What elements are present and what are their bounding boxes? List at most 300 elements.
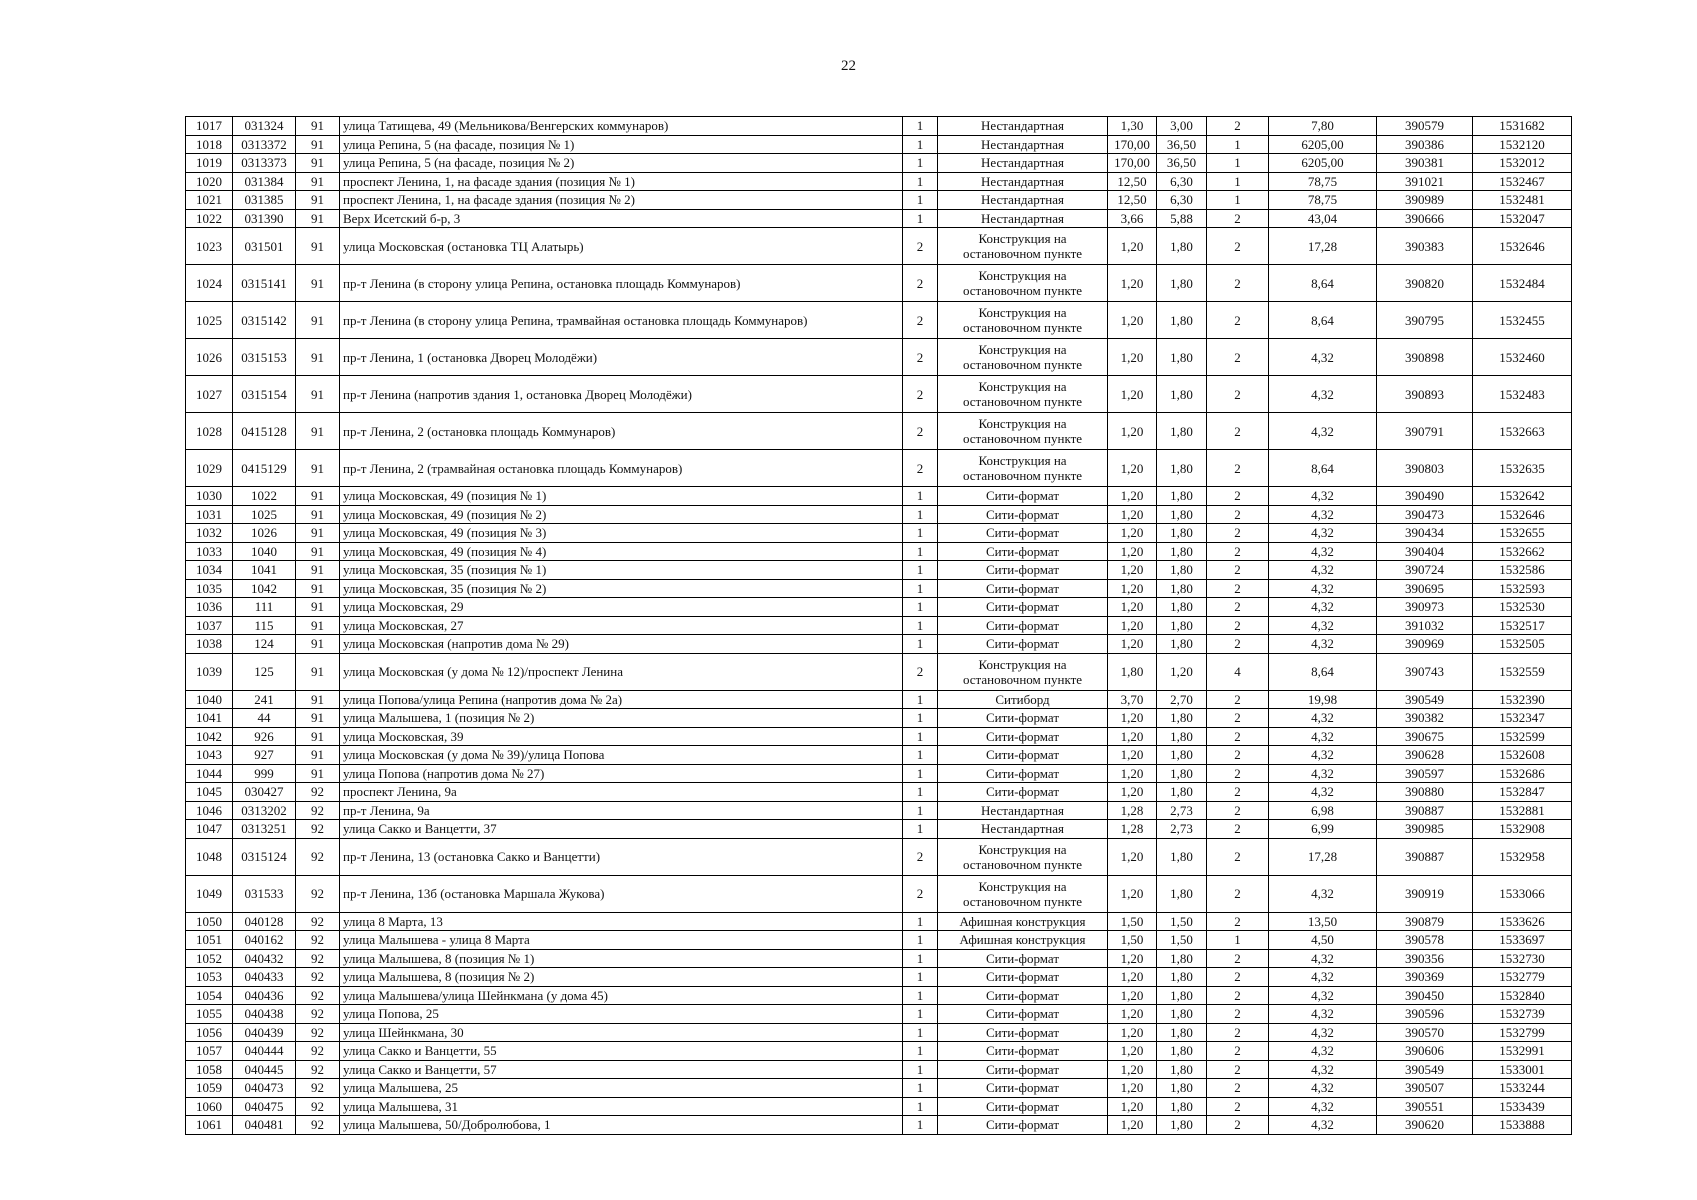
address-cell: улица Московская, 49 (позиция № 1) — [340, 487, 903, 506]
table-row — [186, 1042, 1572, 1061]
coord-x-cell: 390596 — [1377, 1005, 1473, 1024]
district-code-cell: 92 — [296, 1097, 340, 1116]
height-cell: 1,80 — [1157, 968, 1207, 987]
district-code-cell: 92 — [296, 912, 340, 931]
coord-y-cell: 1532120 — [1473, 135, 1572, 154]
construction-type-cell: Сити-формат — [938, 746, 1108, 765]
faces-cell: 2 — [1207, 690, 1269, 709]
width-cell: 1,20 — [1108, 616, 1157, 635]
coord-y-cell: 1531682 — [1473, 117, 1572, 136]
width-cell: 1,20 — [1108, 875, 1157, 912]
district-code-cell: 92 — [296, 820, 340, 839]
address-cell: улица Татищева, 49 (Мельникова/Венгерских коммунаров) — [340, 117, 903, 136]
width-cell: 1,80 — [1108, 653, 1157, 690]
height-cell: 1,80 — [1157, 1097, 1207, 1116]
height-cell: 2,73 — [1157, 820, 1207, 839]
coord-y-cell: 1532455 — [1473, 302, 1572, 339]
table-row — [186, 579, 1572, 598]
row-number-cell: 1020 — [186, 172, 233, 191]
coord-y-cell: 1532530 — [1473, 598, 1572, 617]
height-cell: 6,30 — [1157, 191, 1207, 210]
width-cell: 1,20 — [1108, 1116, 1157, 1135]
faces-cell: 2 — [1207, 1005, 1269, 1024]
width-cell: 1,20 — [1108, 376, 1157, 413]
coord-x-cell: 390382 — [1377, 709, 1473, 728]
district-code-cell: 92 — [296, 875, 340, 912]
row-number-cell: 1034 — [186, 561, 233, 580]
address-cell: улица Сакко и Ванцетти, 55 — [340, 1042, 903, 1061]
construction-type-cell: Сити-формат — [938, 1042, 1108, 1061]
height-cell: 3,00 — [1157, 117, 1207, 136]
address-cell: улица Московская (у дома № 12)/проспект Ленина — [340, 653, 903, 690]
address-cell: улица Малышева - улица 8 Марта — [340, 931, 903, 950]
row-number-cell: 1046 — [186, 801, 233, 820]
row-number-cell: 1044 — [186, 764, 233, 783]
construction-id-cell: 040473 — [233, 1079, 296, 1098]
width-cell: 1,20 — [1108, 561, 1157, 580]
address-cell: пр-т Ленина, 2 (трамвайная остановка площадь Коммунаров) — [340, 450, 903, 487]
coord-x-cell: 390887 — [1377, 801, 1473, 820]
coord-y-cell: 1532655 — [1473, 524, 1572, 543]
faces-cell: 1 — [1207, 135, 1269, 154]
coord-y-cell: 1532991 — [1473, 1042, 1572, 1061]
faces-cell: 2 — [1207, 505, 1269, 524]
construction-type-cell: Сити-формат — [938, 1005, 1108, 1024]
coord-x-cell: 390381 — [1377, 154, 1473, 173]
faces-cell: 2 — [1207, 1116, 1269, 1135]
faces-cell: 2 — [1207, 579, 1269, 598]
address-cell: улица Малышева, 8 (позиция № 2) — [340, 968, 903, 987]
sides-count-cell: 1 — [903, 172, 938, 191]
district-code-cell: 91 — [296, 339, 340, 376]
width-cell: 1,28 — [1108, 820, 1157, 839]
coord-x-cell: 390386 — [1377, 135, 1473, 154]
construction-type-cell: Нестандартная — [938, 154, 1108, 173]
width-cell: 1,20 — [1108, 968, 1157, 987]
width-cell: 1,30 — [1108, 117, 1157, 136]
district-code-cell: 91 — [296, 542, 340, 561]
district-code-cell: 92 — [296, 1005, 340, 1024]
coord-y-cell: 1532779 — [1473, 968, 1572, 987]
height-cell: 1,80 — [1157, 1079, 1207, 1098]
district-code-cell: 91 — [296, 228, 340, 265]
construction-id-cell: 0315124 — [233, 838, 296, 875]
table-row — [186, 875, 1572, 912]
district-code-cell: 91 — [296, 302, 340, 339]
row-number-cell: 1030 — [186, 487, 233, 506]
faces-cell: 2 — [1207, 487, 1269, 506]
width-cell: 1,20 — [1108, 1042, 1157, 1061]
sides-count-cell: 1 — [903, 209, 938, 228]
height-cell: 1,80 — [1157, 1060, 1207, 1079]
construction-id-cell: 1040 — [233, 542, 296, 561]
row-number-cell: 1039 — [186, 653, 233, 690]
sides-count-cell: 1 — [903, 561, 938, 580]
row-number-cell: 1060 — [186, 1097, 233, 1116]
width-cell: 1,20 — [1108, 228, 1157, 265]
row-number-cell: 1061 — [186, 1116, 233, 1135]
height-cell: 1,80 — [1157, 505, 1207, 524]
sides-count-cell: 1 — [903, 191, 938, 210]
district-code-cell: 92 — [296, 986, 340, 1005]
district-code-cell: 92 — [296, 1042, 340, 1061]
height-cell: 1,80 — [1157, 709, 1207, 728]
sides-count-cell: 1 — [903, 1042, 938, 1061]
faces-cell: 2 — [1207, 117, 1269, 136]
construction-type-cell: Сити-формат — [938, 727, 1108, 746]
coord-y-cell: 1533697 — [1473, 931, 1572, 950]
address-cell: пр-т Ленина, 2 (остановка площадь Коммунаров) — [340, 413, 903, 450]
row-number-cell: 1027 — [186, 376, 233, 413]
coord-x-cell: 390880 — [1377, 783, 1473, 802]
construction-type-cell: Сити-формат — [938, 1023, 1108, 1042]
address-cell: проспект Ленина, 1, на фасаде здания (позиция № 1) — [340, 172, 903, 191]
faces-cell: 2 — [1207, 727, 1269, 746]
height-cell: 1,80 — [1157, 524, 1207, 543]
area-cell: 4,32 — [1269, 1005, 1377, 1024]
height-cell: 1,80 — [1157, 228, 1207, 265]
table-row — [186, 1023, 1572, 1042]
sides-count-cell: 1 — [903, 616, 938, 635]
coord-y-cell: 1532881 — [1473, 801, 1572, 820]
district-code-cell: 91 — [296, 709, 340, 728]
construction-type-cell: Сити-формат — [938, 709, 1108, 728]
area-cell: 4,32 — [1269, 413, 1377, 450]
construction-id-cell: 0315154 — [233, 376, 296, 413]
faces-cell: 2 — [1207, 709, 1269, 728]
table-row — [186, 616, 1572, 635]
area-cell: 4,32 — [1269, 764, 1377, 783]
address-cell: Верх Исетский б-р, 3 — [340, 209, 903, 228]
construction-type-cell: Конструкция на остановочном пункте — [938, 376, 1108, 413]
row-number-cell: 1023 — [186, 228, 233, 265]
construction-type-cell: Нестандартная — [938, 820, 1108, 839]
height-cell: 1,50 — [1157, 912, 1207, 931]
area-cell: 4,32 — [1269, 505, 1377, 524]
row-number-cell: 1045 — [186, 783, 233, 802]
coord-x-cell: 390507 — [1377, 1079, 1473, 1098]
coord-y-cell: 1532599 — [1473, 727, 1572, 746]
coord-x-cell: 390893 — [1377, 376, 1473, 413]
construction-id-cell: 111 — [233, 598, 296, 617]
construction-type-cell: Сити-формат — [938, 487, 1108, 506]
table-row — [186, 653, 1572, 690]
coord-x-cell: 390803 — [1377, 450, 1473, 487]
table-row — [186, 783, 1572, 802]
width-cell: 1,50 — [1108, 931, 1157, 950]
coord-y-cell: 1532559 — [1473, 653, 1572, 690]
height-cell: 1,80 — [1157, 1116, 1207, 1135]
faces-cell: 1 — [1207, 172, 1269, 191]
faces-cell: 1 — [1207, 931, 1269, 950]
width-cell: 3,66 — [1108, 209, 1157, 228]
width-cell: 1,20 — [1108, 986, 1157, 1005]
width-cell: 170,00 — [1108, 154, 1157, 173]
area-cell: 19,98 — [1269, 690, 1377, 709]
row-number-cell: 1056 — [186, 1023, 233, 1042]
area-cell: 6205,00 — [1269, 154, 1377, 173]
address-cell: улица Сакко и Ванцетти, 57 — [340, 1060, 903, 1079]
sides-count-cell: 2 — [903, 875, 938, 912]
district-code-cell: 92 — [296, 1079, 340, 1098]
row-number-cell: 1051 — [186, 931, 233, 950]
height-cell: 1,80 — [1157, 579, 1207, 598]
construction-type-cell: Сити-формат — [938, 986, 1108, 1005]
area-cell: 6,98 — [1269, 801, 1377, 820]
height-cell: 36,50 — [1157, 135, 1207, 154]
width-cell: 3,70 — [1108, 690, 1157, 709]
coord-x-cell: 390898 — [1377, 339, 1473, 376]
width-cell: 1,20 — [1108, 838, 1157, 875]
width-cell: 1,20 — [1108, 542, 1157, 561]
sides-count-cell: 1 — [903, 1097, 938, 1116]
coord-y-cell: 1532635 — [1473, 450, 1572, 487]
address-cell: улица Малышева, 1 (позиция № 2) — [340, 709, 903, 728]
construction-id-cell: 0415128 — [233, 413, 296, 450]
height-cell: 1,80 — [1157, 635, 1207, 654]
address-cell: улица Московская, 49 (позиция № 2) — [340, 505, 903, 524]
coord-y-cell: 1532646 — [1473, 505, 1572, 524]
table-row — [186, 339, 1572, 376]
construction-type-cell: Сити-формат — [938, 505, 1108, 524]
row-number-cell: 1053 — [186, 968, 233, 987]
coord-x-cell: 390795 — [1377, 302, 1473, 339]
address-cell: улица Московская, 49 (позиция № 3) — [340, 524, 903, 543]
coord-x-cell: 390369 — [1377, 968, 1473, 987]
faces-cell: 2 — [1207, 838, 1269, 875]
height-cell: 1,80 — [1157, 487, 1207, 506]
sides-count-cell: 1 — [903, 986, 938, 1005]
row-number-cell: 1037 — [186, 616, 233, 635]
construction-id-cell: 1026 — [233, 524, 296, 543]
area-cell: 8,64 — [1269, 450, 1377, 487]
area-cell: 4,32 — [1269, 376, 1377, 413]
height-cell: 1,80 — [1157, 561, 1207, 580]
area-cell: 4,32 — [1269, 1060, 1377, 1079]
address-cell: улица Московская (у дома № 39)/улица Попова — [340, 746, 903, 765]
coord-y-cell: 1532686 — [1473, 764, 1572, 783]
address-cell: пр-т Ленина, 9а — [340, 801, 903, 820]
district-code-cell: 91 — [296, 265, 340, 302]
height-cell: 1,80 — [1157, 265, 1207, 302]
faces-cell: 2 — [1207, 635, 1269, 654]
sides-count-cell: 2 — [903, 302, 938, 339]
table-row — [186, 1116, 1572, 1135]
width-cell: 1,20 — [1108, 339, 1157, 376]
faces-cell: 1 — [1207, 191, 1269, 210]
construction-type-cell: Сити-формат — [938, 598, 1108, 617]
district-code-cell: 92 — [296, 949, 340, 968]
construction-id-cell: 927 — [233, 746, 296, 765]
height-cell: 1,80 — [1157, 1005, 1207, 1024]
district-code-cell: 92 — [296, 783, 340, 802]
area-cell: 17,28 — [1269, 228, 1377, 265]
coord-x-cell: 390919 — [1377, 875, 1473, 912]
coord-y-cell: 1532586 — [1473, 561, 1572, 580]
table-row — [186, 265, 1572, 302]
address-cell: улица 8 Марта, 13 — [340, 912, 903, 931]
table-row — [186, 117, 1572, 136]
construction-id-cell: 1025 — [233, 505, 296, 524]
height-cell: 1,80 — [1157, 727, 1207, 746]
height-cell: 1,80 — [1157, 986, 1207, 1005]
table-row — [186, 838, 1572, 875]
district-code-cell: 91 — [296, 561, 340, 580]
area-cell: 4,32 — [1269, 875, 1377, 912]
row-number-cell: 1049 — [186, 875, 233, 912]
width-cell: 1,20 — [1108, 746, 1157, 765]
coord-y-cell: 1532799 — [1473, 1023, 1572, 1042]
area-cell: 8,64 — [1269, 653, 1377, 690]
faces-cell: 2 — [1207, 986, 1269, 1005]
address-cell: проспект Ленина, 9а — [340, 783, 903, 802]
table-row — [186, 931, 1572, 950]
coord-y-cell: 1532505 — [1473, 635, 1572, 654]
faces-cell: 2 — [1207, 450, 1269, 487]
construction-type-cell: Сити-формат — [938, 1116, 1108, 1135]
construction-id-cell: 031501 — [233, 228, 296, 265]
height-cell: 36,50 — [1157, 154, 1207, 173]
sides-count-cell: 1 — [903, 1116, 938, 1135]
district-code-cell: 91 — [296, 690, 340, 709]
district-code-cell: 92 — [296, 931, 340, 950]
table-body — [186, 117, 1572, 1135]
coord-y-cell: 1533066 — [1473, 875, 1572, 912]
height-cell: 1,80 — [1157, 783, 1207, 802]
area-cell: 4,32 — [1269, 542, 1377, 561]
coord-y-cell: 1533001 — [1473, 1060, 1572, 1079]
table-row — [186, 209, 1572, 228]
table-row — [186, 1097, 1572, 1116]
row-number-cell: 1021 — [186, 191, 233, 210]
table-row — [186, 801, 1572, 820]
faces-cell: 2 — [1207, 1042, 1269, 1061]
construction-id-cell: 040481 — [233, 1116, 296, 1135]
district-code-cell: 91 — [296, 764, 340, 783]
area-cell: 43,04 — [1269, 209, 1377, 228]
row-number-cell: 1036 — [186, 598, 233, 617]
construction-type-cell: Конструкция на остановочном пункте — [938, 653, 1108, 690]
address-cell: улица Репина, 5 (на фасаде, позиция № 1) — [340, 135, 903, 154]
district-code-cell: 91 — [296, 209, 340, 228]
width-cell: 1,20 — [1108, 727, 1157, 746]
width-cell: 1,20 — [1108, 524, 1157, 543]
district-code-cell: 92 — [296, 1023, 340, 1042]
faces-cell: 2 — [1207, 1097, 1269, 1116]
table-row — [186, 135, 1572, 154]
construction-type-cell: Сити-формат — [938, 764, 1108, 783]
faces-cell: 2 — [1207, 1060, 1269, 1079]
construction-id-cell: 0313202 — [233, 801, 296, 820]
table-row — [186, 635, 1572, 654]
row-number-cell: 1059 — [186, 1079, 233, 1098]
table-row — [186, 228, 1572, 265]
district-code-cell: 91 — [296, 413, 340, 450]
coord-x-cell: 391032 — [1377, 616, 1473, 635]
construction-type-cell: Конструкция на остановочном пункте — [938, 838, 1108, 875]
row-number-cell: 1041 — [186, 709, 233, 728]
address-cell: улица Московская, 39 — [340, 727, 903, 746]
coord-x-cell: 390620 — [1377, 1116, 1473, 1135]
coord-x-cell: 390969 — [1377, 635, 1473, 654]
height-cell: 1,80 — [1157, 746, 1207, 765]
construction-id-cell: 0315141 — [233, 265, 296, 302]
table-row — [186, 1060, 1572, 1079]
area-cell: 6,99 — [1269, 820, 1377, 839]
sides-count-cell: 2 — [903, 228, 938, 265]
row-number-cell: 1052 — [186, 949, 233, 968]
width-cell: 12,50 — [1108, 191, 1157, 210]
coord-x-cell: 390791 — [1377, 413, 1473, 450]
construction-id-cell: 040439 — [233, 1023, 296, 1042]
table-row — [186, 302, 1572, 339]
sides-count-cell: 2 — [903, 653, 938, 690]
coord-y-cell: 1532593 — [1473, 579, 1572, 598]
height-cell: 6,30 — [1157, 172, 1207, 191]
coord-y-cell: 1532739 — [1473, 1005, 1572, 1024]
district-code-cell: 91 — [296, 746, 340, 765]
table-row — [186, 986, 1572, 1005]
height-cell: 1,80 — [1157, 542, 1207, 561]
area-cell: 4,50 — [1269, 931, 1377, 950]
construction-id-cell: 1042 — [233, 579, 296, 598]
sides-count-cell: 1 — [903, 801, 938, 820]
area-cell: 4,32 — [1269, 949, 1377, 968]
coord-y-cell: 1532481 — [1473, 191, 1572, 210]
height-cell: 1,80 — [1157, 838, 1207, 875]
coord-x-cell: 390434 — [1377, 524, 1473, 543]
registry-table — [185, 116, 1572, 1135]
address-cell: улица Московская, 49 (позиция № 4) — [340, 542, 903, 561]
table-row — [186, 172, 1572, 191]
height-cell: 1,20 — [1157, 653, 1207, 690]
construction-id-cell: 241 — [233, 690, 296, 709]
address-cell: улица Московская, 27 — [340, 616, 903, 635]
width-cell: 1,20 — [1108, 579, 1157, 598]
height-cell: 1,80 — [1157, 413, 1207, 450]
sides-count-cell: 2 — [903, 450, 938, 487]
width-cell: 1,20 — [1108, 302, 1157, 339]
row-number-cell: 1038 — [186, 635, 233, 654]
district-code-cell: 91 — [296, 653, 340, 690]
district-code-cell: 91 — [296, 598, 340, 617]
construction-id-cell: 999 — [233, 764, 296, 783]
construction-id-cell: 1022 — [233, 487, 296, 506]
construction-type-cell: Конструкция на остановочном пункте — [938, 339, 1108, 376]
faces-cell: 2 — [1207, 764, 1269, 783]
area-cell: 4,32 — [1269, 561, 1377, 580]
address-cell: улица Московская, 35 (позиция № 2) — [340, 579, 903, 598]
address-cell: улица Попова, 25 — [340, 1005, 903, 1024]
area-cell: 13,50 — [1269, 912, 1377, 931]
width-cell: 1,50 — [1108, 912, 1157, 931]
coord-x-cell: 390356 — [1377, 949, 1473, 968]
coord-x-cell: 391021 — [1377, 172, 1473, 191]
height-cell: 1,80 — [1157, 949, 1207, 968]
construction-id-cell: 040445 — [233, 1060, 296, 1079]
faces-cell: 2 — [1207, 542, 1269, 561]
construction-id-cell: 115 — [233, 616, 296, 635]
address-cell: улица Попова/улица Репина (напротив дома № 2а) — [340, 690, 903, 709]
address-cell: пр-т Ленина (в сторону улица Репина, трамвайная остановка площадь Коммунаров) — [340, 302, 903, 339]
row-number-cell: 1018 — [186, 135, 233, 154]
address-cell: пр-т Ленина (напротив здания 1, остановка Дворец Молодёжи) — [340, 376, 903, 413]
construction-type-cell: Ситиборд — [938, 690, 1108, 709]
width-cell: 1,20 — [1108, 1079, 1157, 1098]
sides-count-cell: 1 — [903, 709, 938, 728]
sides-count-cell: 1 — [903, 1023, 938, 1042]
width-cell: 1,20 — [1108, 783, 1157, 802]
